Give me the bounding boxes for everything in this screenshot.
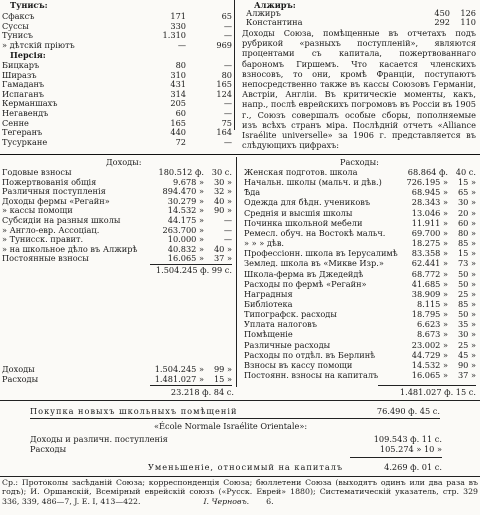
expense-francs: 83.358 » — [411, 248, 448, 259]
list-item — [2, 41, 232, 50]
expense-cents: 30 » — [457, 197, 476, 208]
list-item — [2, 22, 232, 31]
value-a: 1.310 — [162, 30, 186, 41]
school-title: «École Normale Israélite Orientale»: — [154, 421, 308, 431]
expense-cents: 85 » — [457, 238, 476, 249]
city-label: Гамаданъ — [2, 80, 45, 90]
list-item — [2, 61, 232, 70]
value-b: — — [223, 107, 232, 118]
footer-references — [2, 478, 478, 506]
income-cents: — — [223, 224, 232, 235]
expense-francs: 41.685 » — [411, 278, 448, 289]
list-item — [2, 12, 232, 21]
expense-cents: 60 » — [457, 217, 476, 228]
expense-cents: 50 » — [457, 278, 476, 289]
city-label: Керманшахъ — [2, 99, 58, 109]
expense-francs: 14.532 » — [411, 359, 448, 370]
list-item — [2, 128, 232, 137]
expense-cents: 50 » — [457, 268, 476, 279]
table-row — [244, 198, 478, 207]
table-row — [2, 216, 234, 225]
income-cents: 30 » — [213, 176, 232, 187]
table-row — [244, 229, 478, 238]
income-label: Постоянные взносы — [2, 254, 89, 264]
column-divider-budget — [236, 157, 237, 387]
school-label: Расходы — [30, 445, 67, 454]
expense-francs: 6.623 » — [416, 319, 448, 330]
expense-label: Землед. школа въ «Микве Изр.» — [244, 259, 384, 269]
summary-cents: 15 » — [213, 373, 232, 384]
expense-francs: 23.002 » — [411, 339, 448, 350]
school-value: 109.543 ф. 11 с. — [373, 434, 442, 444]
income-label: Доходы фермы «Регайн» — [2, 196, 110, 206]
purchase-label: Покупка новыхъ школьныхъ помѣщеній — [30, 407, 238, 416]
table-row — [2, 375, 234, 384]
expense-label: Расходы по отдѣл. въ Берлинѣ — [244, 350, 376, 360]
income-francs: 894.470 » — [162, 186, 204, 197]
expense-label: Постоянн. взносы на капиталъ — [244, 371, 379, 380]
region-header: Персія: — [10, 49, 46, 60]
column-divider-top — [234, 0, 235, 130]
table-row — [244, 290, 478, 299]
expense-cents: 37 » — [457, 370, 476, 380]
summary-label: Расходы — [2, 374, 39, 384]
income-francs: 10.000 » — [167, 234, 204, 245]
expense-francs: 16.065 » — [411, 370, 448, 380]
list-item — [2, 90, 232, 99]
income-francs: 16.065 » — [167, 253, 204, 264]
expense-label: Расходы по фермѣ «Регайн» — [244, 279, 367, 289]
expense-cents: 45 » — [457, 349, 476, 360]
decrease-value: 4.269 ф. 01 с. — [384, 462, 442, 472]
expense-francs: 726.195 » — [406, 177, 448, 188]
value-b: — — [223, 20, 232, 31]
value-b: 65 — [221, 11, 232, 21]
table-row — [244, 178, 478, 187]
purchase-value: 76.490 ф. 45 с. — [376, 406, 440, 416]
income-label: Годовые взносы — [2, 168, 72, 177]
expense-label: Школа-ферма въ Джедейдѣ — [244, 269, 364, 279]
expenses-total: 1.481.027 ф. 15 с. — [399, 387, 476, 397]
expense-label: Одежда для бѣдн. учениковъ — [244, 198, 371, 208]
income-label: Различныя поступленія — [2, 187, 106, 197]
expense-cents: 85 » — [457, 298, 476, 309]
value-b: — — [223, 136, 232, 147]
expense-francs: 13.046 » — [411, 207, 448, 218]
expense-label: Среднія и высшія школы — [244, 208, 353, 218]
expense-francs: 8.673 » — [416, 329, 448, 340]
value-b: 969 — [216, 39, 232, 50]
expense-francs: 18.275 » — [411, 238, 448, 249]
balance-difference: 23.218 ф. 84 с. — [170, 387, 234, 397]
table-row — [244, 361, 478, 370]
expenses-header: Расходы: — [340, 157, 379, 167]
income-francs: 180.512 ф. — [158, 167, 204, 177]
table-row — [2, 168, 234, 177]
expense-francs: 11.911 » — [411, 217, 448, 228]
value-a: 330 — [170, 20, 186, 31]
income-cents: — — [223, 215, 232, 225]
income-header: Доходы: — [106, 157, 142, 167]
income-francs: 263.700 » — [162, 224, 204, 235]
expense-cents: 80 » — [457, 227, 476, 238]
city-label: Сфаксъ — [2, 12, 35, 21]
table-row — [244, 219, 478, 228]
section-separator — [0, 154, 480, 155]
table-row — [244, 259, 478, 268]
expense-francs: 38.909 » — [411, 288, 448, 299]
list-item — [2, 138, 232, 147]
region-header: Тунисъ: — [10, 0, 48, 10]
summary-francs: 1.504.245 » — [154, 364, 204, 374]
intro-paragraph: Доходы Союза, помѣщенные въ отчетахъ подъ рубрикой «разныхъ поступленій», являются процентами съ капитала, пожертвованнаго барономъ Гиршемъ. Что касается членскихъ взносовъ, то они, кромѣ Франціи, поступаютъ непосредственно также въ кассы Союзовъ Германіи, Австріи, Англіи. Въ критическіе моменты, какъ, напр., послѣ еврейскихъ погромовъ въ Россіи въ 1905 г., Союзъ совершалъ особые сборы, пополняемые изъ всѣхъ странъ міра. Послѣдній отчетъ «Alliance Israélite universelle» за 1906 г. представляется въ слѣдующихъ цифрахъ: — [242, 28, 476, 151]
table-row — [244, 209, 478, 218]
city-label: Алжиръ — [246, 9, 281, 18]
income-francs: 30.279 » — [167, 195, 204, 206]
table-row — [244, 249, 478, 258]
value-a: 205 — [170, 98, 186, 109]
income-label: » на школьное дѣло въ Алжирѣ — [2, 244, 138, 254]
expense-francs: 69.700 » — [411, 227, 448, 238]
income-cents: 90 » — [213, 205, 232, 216]
city-label: Испаганъ — [2, 89, 44, 99]
expense-francs: 68.772 » — [411, 268, 448, 279]
expense-cents: 65 » — [457, 187, 476, 198]
income-cents: 40 » — [213, 243, 232, 254]
school-value: 105.274 » 10 » — [379, 444, 442, 454]
expense-label: Наградныя — [244, 289, 293, 299]
summary-francs: 1.481.027 » — [154, 373, 204, 384]
city-label: » дѣтскій пріютъ — [2, 40, 75, 50]
footer-text: Ср.: Протоколы засѣданій Союза; корреспонденція Союза; бюллетени Союза (выходятъ одинъ или два раза въ годъ); И. Оршанскій, Всемірный еврейскій союзъ («Русск. Еврей» 1880); Систематическій указатель, стр. 329 336, 339, 486—7, J. E. I, 413—422. — [2, 478, 478, 506]
expense-label: Начальн. школы (мальч. и дѣв.) — [244, 178, 382, 188]
expense-francs: 68.945 » — [411, 187, 448, 198]
page-number: 6. — [266, 496, 274, 506]
value-b: 165 — [216, 79, 232, 90]
expense-cents: 90 » — [457, 359, 476, 370]
list-item — [2, 99, 232, 108]
value-a: 171 — [170, 11, 186, 21]
school-label: Доходы и различн. поступленія — [30, 435, 168, 444]
income-label: » кассы помощи — [2, 206, 73, 216]
list-item — [2, 109, 232, 118]
summary-label: Доходы — [2, 365, 35, 374]
table-row — [244, 270, 478, 279]
purchase-row — [30, 407, 440, 416]
value-b: 164 — [216, 127, 232, 138]
table-row — [30, 445, 442, 454]
expense-label: » » » дѣв. — [244, 239, 285, 249]
expense-francs: 8.115 » — [416, 298, 448, 309]
income-cents: 32 » — [213, 186, 232, 197]
income-cents: — — [223, 234, 232, 245]
expense-label: Женская подготов. школа — [244, 168, 358, 177]
expense-cents: 20 » — [457, 207, 476, 218]
table-row — [244, 351, 478, 360]
value-a: 60 — [175, 107, 186, 118]
expense-francs: 68.864 ф. — [407, 167, 448, 177]
table-row — [244, 239, 478, 248]
value-a: 80 — [175, 59, 186, 70]
expense-cents: 73 » — [457, 258, 476, 269]
decrease-row — [148, 463, 442, 472]
table-row — [30, 435, 442, 444]
expense-cents: 35 » — [457, 319, 476, 330]
expense-cents: 30 » — [457, 329, 476, 340]
expense-francs: 44.729 » — [411, 349, 448, 360]
city-label: Тусуркане — [2, 137, 48, 147]
table-row — [244, 341, 478, 350]
expense-cents: 25 » — [457, 339, 476, 350]
income-francs: 14.532 » — [167, 205, 204, 216]
list-item — [246, 18, 476, 27]
city-label: Сенне — [2, 118, 29, 128]
expense-francs: 18.795 » — [411, 309, 448, 320]
city-label: Бицкаръ — [2, 60, 40, 70]
table-row — [244, 310, 478, 319]
value-b: 124 — [216, 88, 232, 99]
list-item — [2, 71, 232, 80]
expense-label: Починка школьной мебели — [244, 218, 363, 228]
city-label: Негавендъ — [2, 108, 49, 118]
expense-label: Ѣда — [244, 188, 261, 198]
value-b: 80 — [221, 69, 232, 80]
value-b: — — [223, 59, 232, 70]
income-label: » Англо-евр. Ассоціац. — [2, 225, 100, 235]
expense-cents: 40 с. — [455, 167, 476, 177]
table-row — [244, 280, 478, 289]
value-a: 72 — [175, 136, 186, 147]
income-cents: 40 » — [213, 195, 232, 206]
income-francs: 40.832 » — [167, 243, 204, 254]
expense-label: Различные расходы — [244, 340, 331, 350]
expense-label: Профессіонн. школа въ Іерусалимѣ — [244, 249, 398, 259]
algeria-header: Алжиръ: — [254, 0, 296, 10]
summary-cents: 99 » — [213, 364, 232, 374]
city-label: Тунисъ — [2, 31, 33, 41]
expense-label: Помѣщеніе — [244, 330, 293, 340]
expense-label: Ремесл. обуч. на Востокѣ мальч. — [244, 228, 386, 238]
list-item — [2, 31, 232, 40]
table-row — [2, 365, 234, 374]
expense-label: Библіотека — [244, 299, 293, 309]
expense-francs: 62.441 » — [411, 258, 448, 269]
table-row — [244, 300, 478, 309]
city-label: Суссы — [2, 21, 29, 31]
income-label: » Тунисск. правит. — [2, 235, 84, 245]
city-label: Ширазъ — [2, 70, 37, 80]
table-row — [244, 371, 478, 380]
author-signature: І. Черновъ. — [203, 496, 250, 506]
table-row — [2, 254, 234, 263]
value-a: 314 — [170, 88, 186, 99]
list-item — [2, 119, 232, 128]
city-label: Тегеранъ — [2, 128, 43, 138]
list-item — [2, 80, 232, 89]
value-b: — — [223, 30, 232, 41]
table-row — [244, 188, 478, 197]
value-a: 431 — [170, 79, 186, 90]
expense-label: Взносы въ кассу помощи — [244, 360, 353, 370]
expense-cents: 25 » — [457, 288, 476, 299]
income-label: Пожертвованія общія — [2, 177, 97, 187]
expense-label: Уплата налоговъ — [244, 320, 317, 330]
value-a: 450 — [434, 8, 450, 18]
value-b: — — [223, 98, 232, 109]
value-a: 440 — [170, 127, 186, 138]
city-label: Константина — [246, 18, 303, 28]
expense-cents: 50 » — [457, 309, 476, 320]
table-row — [244, 320, 478, 329]
value-a: 292 — [434, 17, 450, 28]
income-total: 1.504.245 ф. 99 с. — [155, 265, 232, 275]
value-a: — — [177, 39, 186, 50]
expense-label: Типографск. расходы — [244, 310, 337, 320]
value-a: 165 — [170, 117, 186, 128]
value-a: 310 — [170, 69, 186, 80]
value-b: 75 — [221, 117, 232, 128]
decrease-label: Уменьшеніе, относимый на капиталъ — [148, 463, 344, 472]
income-francs: 44.175 » — [167, 215, 204, 225]
table-row — [244, 330, 478, 339]
expense-cents: 15 » — [457, 248, 476, 259]
income-francs: 9.678 » — [172, 176, 204, 187]
table-row — [244, 168, 478, 177]
value-b: 126 — [460, 8, 476, 18]
expense-cents: 15 » — [457, 177, 476, 188]
income-cents: 37 » — [213, 253, 232, 264]
income-cents: 30 с. — [211, 167, 232, 177]
expense-francs: 28.343 » — [411, 197, 448, 208]
income-label: Субсидіи на разныя школы — [2, 216, 121, 225]
value-b: 110 — [460, 17, 476, 28]
